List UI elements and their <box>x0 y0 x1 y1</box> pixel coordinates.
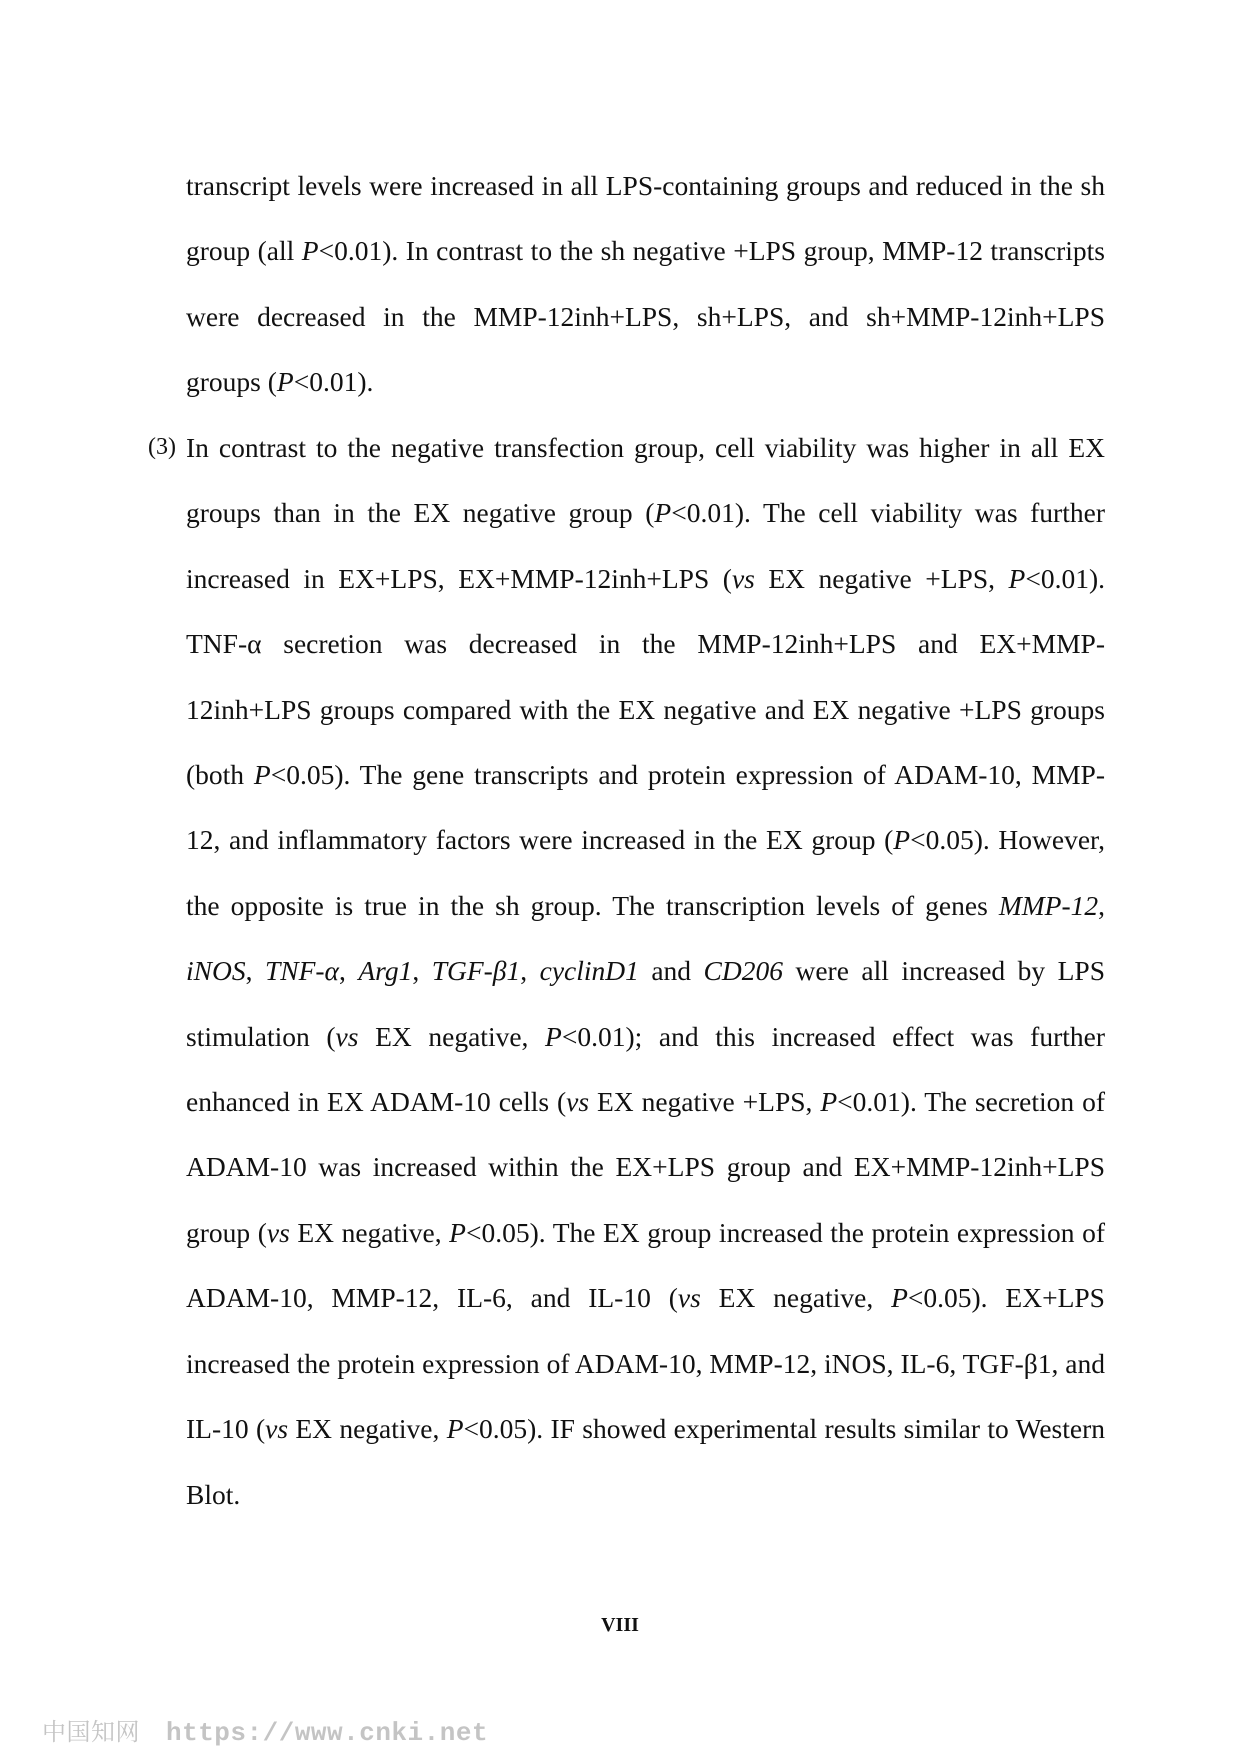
italic-run: P <box>301 235 319 267</box>
italic-run: vs <box>265 1413 289 1445</box>
page-number: VIII <box>601 1614 639 1636</box>
italic-run: P <box>820 1086 838 1118</box>
italic-run: TNF-α <box>264 955 339 987</box>
italic-run: MMP-12 <box>998 889 1099 921</box>
italic-run: P <box>1008 562 1026 594</box>
italic-run: CD206 <box>703 955 783 987</box>
italic-run: P <box>545 1020 562 1052</box>
italic-run: P <box>276 366 294 398</box>
italic-run: vs <box>335 1020 359 1052</box>
watermark <box>42 1712 488 1748</box>
italic-run: cyclinD1 <box>539 955 639 987</box>
italic-run: P <box>446 1413 464 1445</box>
italic-run: P <box>253 759 271 791</box>
italic-run: P <box>654 497 672 529</box>
italic-run: vs <box>266 1216 290 1248</box>
italic-run: P <box>893 824 911 856</box>
italic-run: Arg1 <box>358 955 413 987</box>
italic-run: iNOS <box>186 955 246 987</box>
body-paragraph: transcript levels were increased in all LPS-containing groups and reduced in the sh group (all P<0.01). In contrast to the sh negative +LPS group, MMP-12 transcripts were decreased in the MMP-12inh+LPS, sh+LPS, and sh+MMP-12inh+LPS groups (P<0.01). <box>186 170 1105 398</box>
watermark-site-name: 中国知网 <box>42 1718 140 1746</box>
list-item-marker: (3) <box>148 434 176 460</box>
list-item-paragraph: In contrast to the negative transfection group, cell viability was higher in all EX groups than in the EX negative group (P<0.01). The cell viability was further increased in EX+LPS, EX+MMP-12inh+LPS (vs EX negative +LPS, P<0.01). TNF-α secretion was decreased in the MMP-12inh+LPS and EX+MMP-12inh+LPS groups compared with the EX negative and EX negative +LPS groups (both P<0.05). The gene transcripts and protein expression of ADAM-10, MMP-12, and inflammatory factors were increased in the EX group (P<0.05). However, the opposite is true in the sh group. The transcription levels of genes MMP-12, iNOS, TNF-α, Arg1, TGF-β1, cyclinD1 and CD206 were all increased by LPS stimulation (vs EX negative, P<0.01); and this increased effect was further enhanced in EX ADAM-10 cells (vs EX negative +LPS, P<0.01). The secretion of ADAM-10 was increased within the EX+LPS group and EX+MMP-12inh+LPS group (vs EX negative, P<0.05). The EX group increased the protein expression of ADAM-10, MMP-12, IL-6, and IL-10 (vs EX negative, P<0.05). EX+LPS increased the protein expression of ADAM-10, MMP-12, iNOS, IL-6, TGF-β1, and IL-10 (vs EX negative, P<0.05). IF showed experimental results similar to Western Blot. <box>186 432 1106 1510</box>
italic-run: vs <box>731 562 755 594</box>
italic-run: vs <box>566 1086 590 1118</box>
italic-run: P <box>891 1282 908 1314</box>
watermark-url: https://www.cnki.net <box>166 1718 489 1748</box>
italic-run: TGF-β1 <box>431 955 521 987</box>
italic-run: P <box>449 1216 466 1248</box>
italic-run: vs <box>677 1282 701 1314</box>
